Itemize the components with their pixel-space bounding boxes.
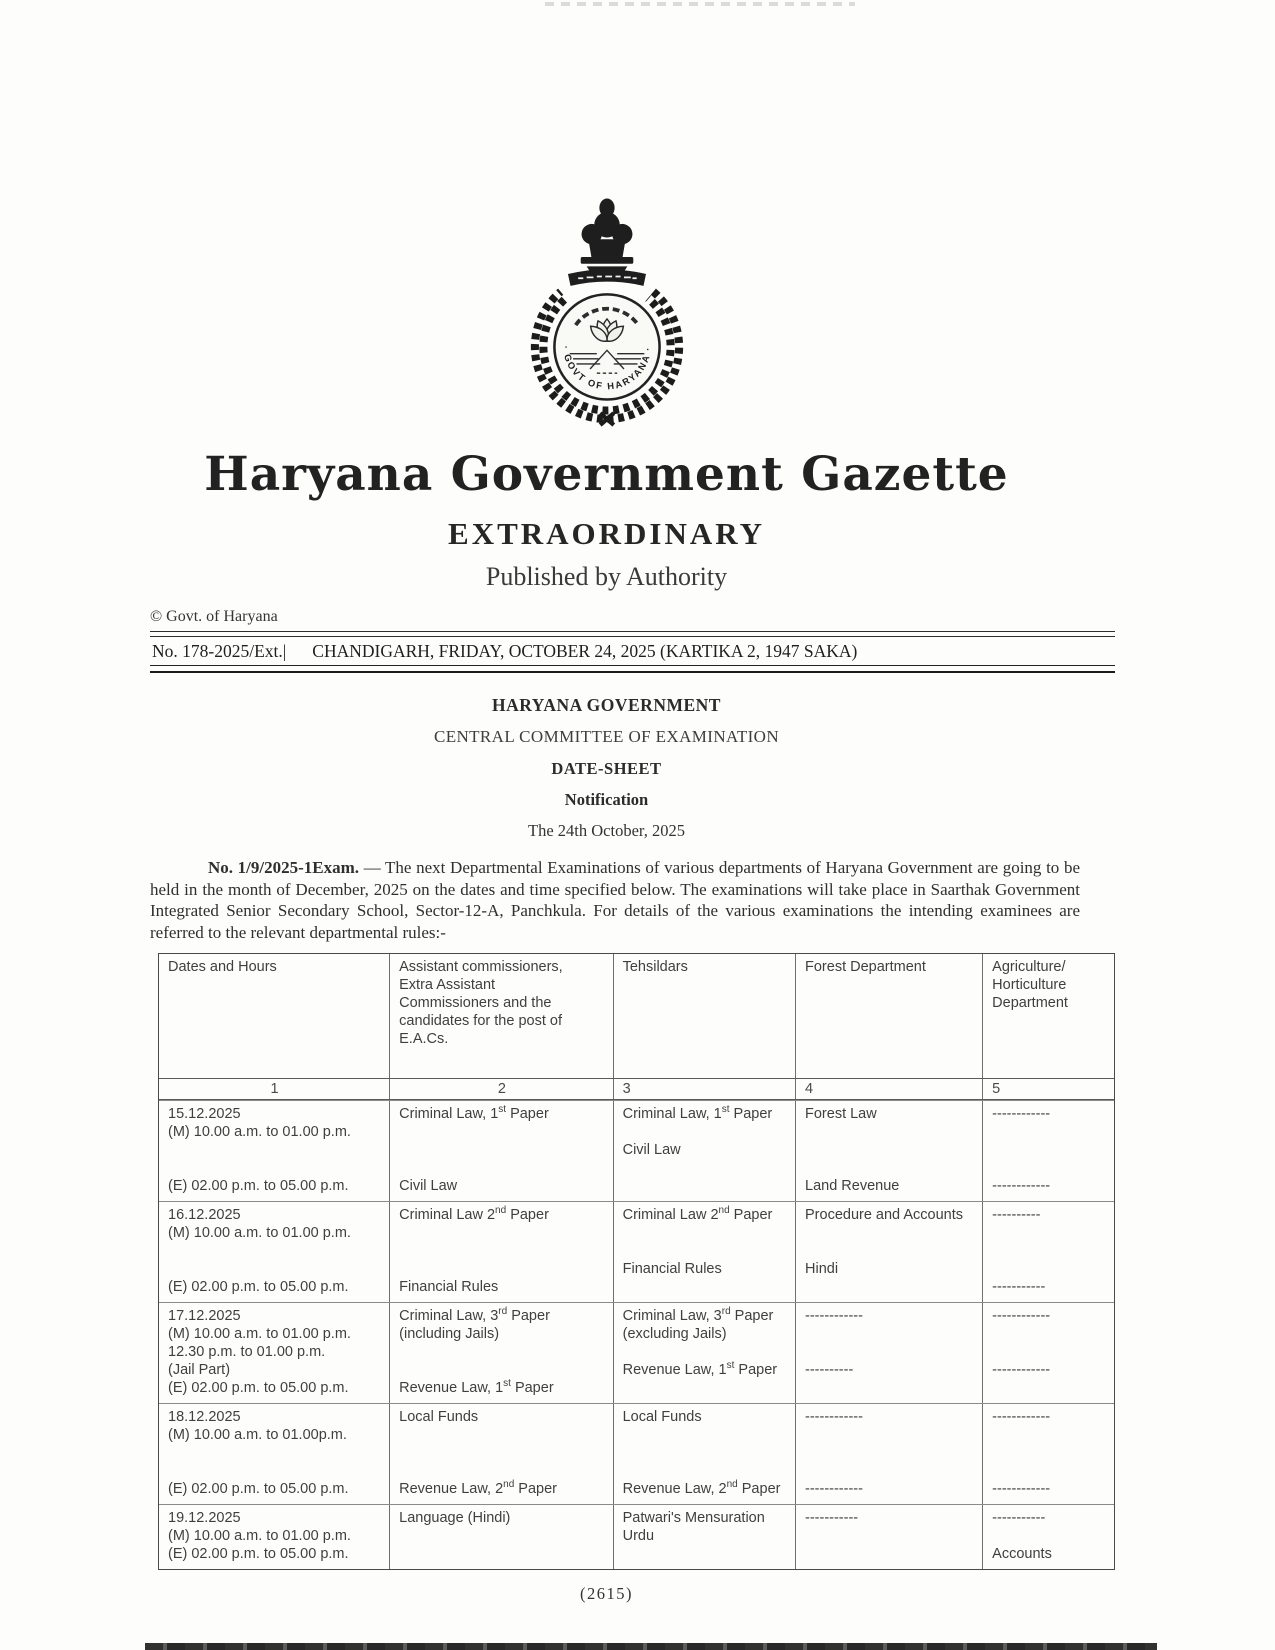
table-cell xyxy=(795,1101,982,1201)
table-cell xyxy=(159,1079,389,1099)
page-content xyxy=(150,190,1115,1604)
table-cell xyxy=(389,1505,612,1569)
table-cell-line: Tehsildars xyxy=(622,959,688,975)
table-cell-line: Department xyxy=(992,995,1068,1011)
table-cell xyxy=(795,1404,982,1504)
table-cell-line xyxy=(992,1242,1106,1260)
table-row xyxy=(159,1403,1114,1504)
table-cell-line: Dates and Hours xyxy=(168,959,277,975)
emblem-motto-text: · GOVT OF HARYANA · xyxy=(560,345,653,392)
emblem-container xyxy=(124,190,1089,441)
heading-notification: Notification xyxy=(564,790,649,809)
table-cell xyxy=(159,1202,389,1302)
table-cell-line: Criminal Law, 3rd Paper xyxy=(399,1306,550,1324)
table-cell-line: Forest Department xyxy=(805,959,926,975)
gazette-subtitle: EXTRAORDINARY xyxy=(448,516,765,551)
table-cell-line: (M) 10.00 a.m. to 01.00p.m. xyxy=(168,1427,347,1443)
table-cell-line xyxy=(168,1444,381,1462)
table-cell-line xyxy=(168,1159,381,1177)
table-cell-line: Hindi xyxy=(805,1261,839,1277)
table-cell xyxy=(982,1505,1114,1569)
table-cell-line xyxy=(623,1224,787,1242)
table-cell xyxy=(389,1404,612,1504)
table-cell-line xyxy=(399,1224,604,1242)
table-cell-line: Financial Rules xyxy=(622,1261,722,1277)
table-cell xyxy=(795,1079,982,1099)
table-cell xyxy=(389,1303,612,1403)
table-cell-line xyxy=(399,1361,604,1379)
table-cell-line xyxy=(623,1444,787,1462)
table-cell-line xyxy=(399,1242,604,1260)
table-cell-line xyxy=(623,1379,787,1397)
table-cell-line: Criminal Law, 3rd Paper xyxy=(622,1306,774,1324)
table-cell-line: (E) 02.00 p.m. to 05.00 p.m. xyxy=(168,1546,349,1562)
table-cell-line xyxy=(399,1527,604,1545)
table-cell-line xyxy=(399,1260,604,1278)
table-cell xyxy=(795,1202,982,1302)
table-cell xyxy=(613,1404,795,1504)
table-header-row xyxy=(159,954,1114,1078)
heading-government: HARYANA GOVERNMENT xyxy=(492,695,721,715)
table-cell xyxy=(389,1101,612,1201)
table-cell-line xyxy=(805,1123,974,1141)
table-cell-line: Urdu xyxy=(622,1528,655,1544)
table-cell-line: ------------ xyxy=(805,1409,863,1425)
table-cell-line: Local Funds xyxy=(622,1409,702,1425)
scan-artifact-bar xyxy=(145,1643,1157,1650)
table-cell-line xyxy=(399,1462,604,1480)
table-cell-line xyxy=(805,1343,974,1361)
table-cell-line xyxy=(623,1343,787,1361)
table-cell-line: 17.12.2025 xyxy=(168,1308,241,1324)
haryana-state-emblem-icon xyxy=(521,190,693,436)
notification-number: No. 1/9/2025-1Exam. xyxy=(208,858,360,877)
table-cell-line: E.A.Cs. xyxy=(399,1031,449,1047)
table-cell-line xyxy=(992,1444,1106,1462)
table-cell xyxy=(159,1101,389,1201)
scan-edge-artifact xyxy=(545,2,855,6)
table-cell-line: (M) 10.00 a.m. to 01.00 p.m. xyxy=(168,1124,351,1140)
copyright-line: © Govt. of Haryana xyxy=(150,608,278,625)
table-cell-line xyxy=(805,1159,974,1177)
table-cell-line: Revenue Law, 2nd Paper xyxy=(399,1479,557,1497)
table-cell-line: ---------- xyxy=(992,1207,1041,1223)
table-cell xyxy=(389,1079,612,1099)
table-cell-line xyxy=(992,1527,1106,1545)
table-cell-line: ------------ xyxy=(805,1308,863,1324)
table-cell-line xyxy=(623,1278,787,1296)
table-cell-line xyxy=(399,1141,604,1159)
table-cell-line xyxy=(805,1545,974,1563)
datesheet-table xyxy=(158,953,1115,1570)
table-cell-line: (E) 02.00 p.m. to 05.00 p.m. xyxy=(168,1481,349,1497)
table-cell-line xyxy=(805,1527,974,1545)
table-cell-line xyxy=(623,1123,787,1141)
table-cell xyxy=(982,1303,1114,1403)
table-cell-line: Revenue Law, 1st Paper xyxy=(399,1378,554,1396)
table-cell-line: Patwari's Mensuration xyxy=(622,1510,765,1526)
table-cell-line: Criminal Law, 1st Paper xyxy=(622,1104,773,1122)
table-cell-line: 16.12.2025 xyxy=(168,1207,241,1223)
table-cell-line xyxy=(623,1159,787,1177)
table-cell-line: ------------ xyxy=(992,1362,1051,1378)
table-cell-line xyxy=(623,1177,787,1195)
table-cell-line: Extra Assistant xyxy=(399,977,496,993)
table-cell-line xyxy=(168,1260,381,1278)
table-cell-line: Language (Hindi) xyxy=(399,1510,511,1526)
table-cell-line: 12.30 p.m. to 01.00 p.m. xyxy=(168,1344,326,1360)
table-cell-line xyxy=(399,1444,604,1462)
table-cell-line: Commissioners and the xyxy=(399,995,552,1011)
table-cell-line xyxy=(168,1242,381,1260)
table-cell-line: Criminal Law, 1st Paper xyxy=(399,1104,549,1122)
notification-body-text: — The next Departmental Examinations of various departments of Haryana Government are going to be held in the month of December, 2025 on the dates and time specified below. The examinations will take place in Saarthak Government Integrated Senior Secondary School, Sector-12-A, Panchkula. For details of the various examinations the intending examinees are referred to the relevant departmental rules:- xyxy=(150,858,1080,942)
table-cell-line: Land Revenue xyxy=(805,1178,900,1194)
notification-paragraph xyxy=(150,857,1080,943)
table-cell xyxy=(982,954,1114,1078)
table-row xyxy=(159,1100,1114,1201)
table-cell-line: ------------ xyxy=(992,1409,1051,1425)
page-number: (2615) xyxy=(580,1584,633,1603)
table-cell-line: Forest Law xyxy=(805,1106,877,1122)
table-cell-line: 3 xyxy=(622,1081,631,1097)
table-cell-line: ------------ xyxy=(805,1481,863,1497)
table-cell-line: Revenue Law, 1st Paper xyxy=(622,1360,778,1378)
table-cell-line: Revenue Law, 2nd Paper xyxy=(622,1479,781,1497)
table-cell-line xyxy=(399,1343,604,1361)
table-cell xyxy=(613,1079,795,1099)
table-numbering-row xyxy=(159,1078,1114,1100)
table-cell-line xyxy=(805,1426,974,1444)
table-cell-line xyxy=(805,1278,974,1296)
table-cell-line: (E) 02.00 p.m. to 05.00 p.m. xyxy=(168,1178,349,1194)
table-row xyxy=(159,1504,1114,1569)
table-cell-line xyxy=(805,1141,974,1159)
table-cell-line: (M) 10.00 a.m. to 01.00 p.m. xyxy=(168,1528,351,1544)
table-cell-line: (E) 02.00 p.m. to 05.00 p.m. xyxy=(168,1380,349,1396)
table-cell xyxy=(795,1505,982,1569)
gazette-tagline: Published by Authority xyxy=(485,562,728,591)
table-cell-line: candidates for the post of xyxy=(399,1013,562,1029)
table-cell-line: (E) 02.00 p.m. to 05.00 p.m. xyxy=(168,1279,349,1295)
table-cell-line xyxy=(992,1343,1106,1361)
table-cell xyxy=(982,1079,1114,1099)
table-cell xyxy=(389,954,612,1078)
gazette-title: Haryana Government Gazette xyxy=(204,447,1009,502)
notice-headings xyxy=(124,695,1089,841)
table-cell-line xyxy=(399,1123,604,1141)
table-cell-line xyxy=(805,1462,974,1480)
table-row xyxy=(159,1302,1114,1403)
table-cell-line xyxy=(992,1260,1106,1278)
table-cell xyxy=(613,1101,795,1201)
table-cell xyxy=(982,1202,1114,1302)
table-cell-line xyxy=(168,1462,381,1480)
issue-number: No. 178-2025/Ext.| xyxy=(152,641,287,661)
table-cell-line xyxy=(399,1545,604,1563)
table-cell-line: ----------- xyxy=(992,1279,1046,1295)
table-cell xyxy=(389,1202,612,1302)
table-cell-line xyxy=(805,1224,974,1242)
table-cell-line xyxy=(992,1379,1106,1397)
table-cell-line: ---------- xyxy=(805,1362,854,1378)
table-cell-line: ------------ xyxy=(992,1178,1051,1194)
table-cell-line: (Jail Part) xyxy=(168,1362,231,1378)
table-cell xyxy=(613,954,795,1078)
table-cell-line: ----------- xyxy=(992,1510,1046,1526)
table-cell-line: 2 xyxy=(497,1081,506,1097)
table-cell-line xyxy=(168,1141,381,1159)
heading-committee: CENTRAL COMMITTEE OF EXAMINATION xyxy=(433,727,780,746)
table-cell xyxy=(613,1303,795,1403)
table-cell-line xyxy=(992,1159,1106,1177)
table-cell-line: (including Jails) xyxy=(399,1326,500,1342)
table-cell-line: 1 xyxy=(270,1081,279,1097)
table-cell-line: Assistant commissioners, xyxy=(399,959,563,975)
place-and-date: CHANDIGARH, FRIDAY, OCTOBER 24, 2025 (KARTIKA 2, 1947 SAKA) xyxy=(312,641,858,661)
table-cell-line xyxy=(399,1426,604,1444)
table-cell-line: Financial Rules xyxy=(399,1279,499,1295)
table-cell-line: Accounts xyxy=(992,1546,1052,1562)
table-cell-line: 19.12.2025 xyxy=(168,1510,241,1526)
table-cell xyxy=(159,1303,389,1403)
table-cell-line xyxy=(992,1141,1106,1159)
table-cell xyxy=(159,954,389,1078)
table-cell-line xyxy=(992,1224,1106,1242)
table-cell-line: 4 xyxy=(805,1081,814,1097)
table-cell xyxy=(159,1404,389,1504)
heading-datesheet: DATE-SHEET xyxy=(551,759,662,778)
table-cell-line xyxy=(805,1379,974,1397)
table-cell-line xyxy=(399,1159,604,1177)
lion-capital-icon xyxy=(580,198,633,278)
notification-date: The 24th October, 2025 xyxy=(528,821,685,840)
table-cell-line: Horticulture xyxy=(992,977,1067,993)
table-cell-line xyxy=(992,1426,1106,1444)
table-cell xyxy=(982,1404,1114,1504)
table-cell-line xyxy=(623,1242,787,1260)
table-cell xyxy=(795,1303,982,1403)
table-cell-line: 15.12.2025 xyxy=(168,1106,241,1122)
table-cell-line: (excluding Jails) xyxy=(622,1326,727,1342)
table-cell-line xyxy=(992,1462,1106,1480)
table-row xyxy=(159,1201,1114,1302)
table-cell-line xyxy=(623,1545,787,1563)
table-cell xyxy=(982,1101,1114,1201)
table-cell-line: (M) 10.00 a.m. to 01.00 p.m. xyxy=(168,1326,351,1342)
rule-bottom xyxy=(150,665,1115,673)
table-cell-line: Civil Law xyxy=(399,1178,458,1194)
table-cell-line: 5 xyxy=(992,1081,1001,1097)
table-cell-line xyxy=(623,1462,787,1480)
table-cell-line xyxy=(805,1325,974,1343)
table-cell-line: Civil Law xyxy=(622,1142,681,1158)
table-cell-line: ------------ xyxy=(992,1481,1051,1497)
table-cell-line: Procedure and Accounts xyxy=(805,1207,963,1223)
table-cell-line: ----------- xyxy=(805,1510,859,1526)
table-cell-line xyxy=(805,1444,974,1462)
table-cell xyxy=(159,1505,389,1569)
table-cell-line: ------------ xyxy=(992,1106,1051,1122)
table-cell-line: Local Funds xyxy=(399,1409,479,1425)
table-cell-line xyxy=(992,1325,1106,1343)
table-cell xyxy=(795,954,982,1078)
table-cell-line xyxy=(992,1123,1106,1141)
table-cell xyxy=(613,1505,795,1569)
table-cell-line: Agriculture/ xyxy=(992,959,1066,975)
table-cell-line xyxy=(623,1426,787,1444)
table-cell-line: Criminal Law 2nd Paper xyxy=(622,1205,773,1223)
table-cell-line: ------------ xyxy=(992,1308,1051,1324)
table-cell xyxy=(613,1202,795,1302)
table-cell-line xyxy=(805,1242,974,1260)
table-cell-line: Criminal Law 2nd Paper xyxy=(399,1205,549,1223)
table-cell-line: (M) 10.00 a.m. to 01.00 p.m. xyxy=(168,1225,351,1241)
dateline xyxy=(150,637,1115,665)
table-cell-line: 18.12.2025 xyxy=(168,1409,241,1425)
